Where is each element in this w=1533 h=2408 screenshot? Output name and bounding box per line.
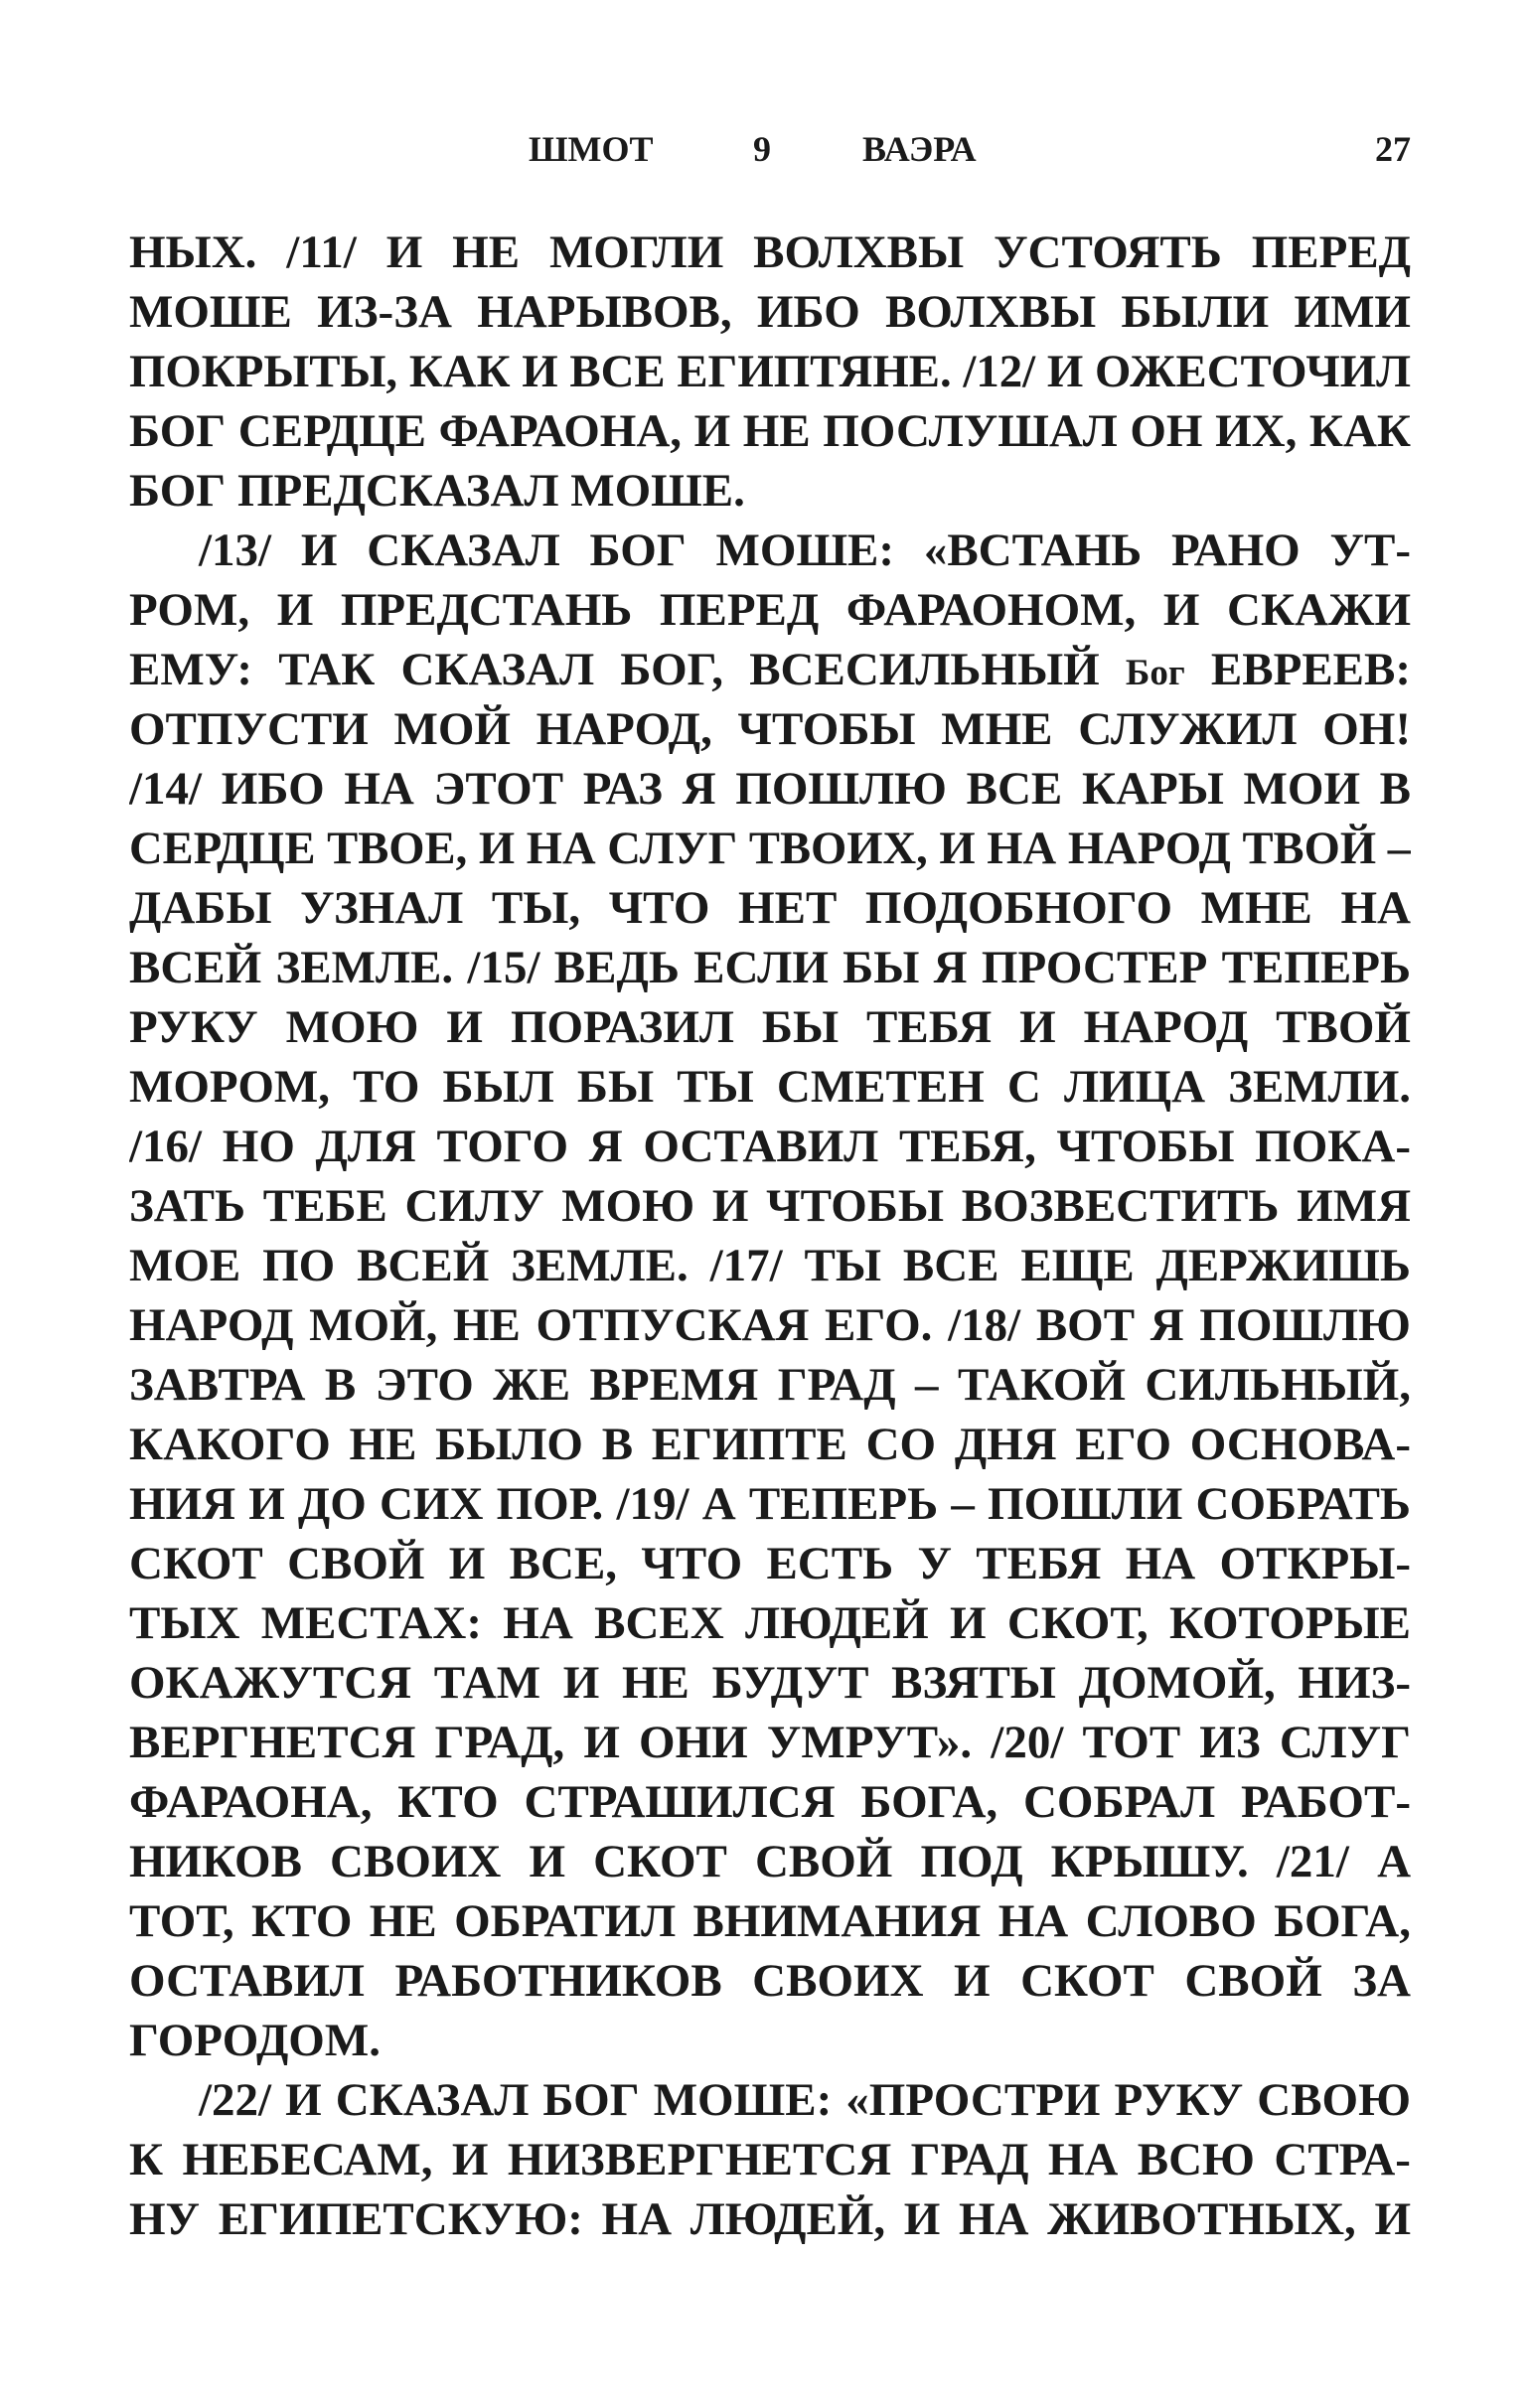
text-line-part: ЕВРЕЕВ:	[1184, 644, 1411, 695]
text-line: ВЕРГНЕТСЯ ГРАД, И ОНИ УМРУТ». /20/ ТОТ ИЗ СЛУГ	[129, 1717, 1411, 1768]
text-line: К НЕБЕСАМ, И НИЗВЕРГНЕТСЯ ГРАД НА ВСЮ СТРА-	[129, 2134, 1411, 2185]
text-line: НУ ЕГИПЕТСКУЮ: НА ЛЮДЕЙ, И НА ЖИВОТНЫХ, И	[129, 2193, 1411, 2245]
text-line: ОКАЖУТСЯ ТАМ И НЕ БУДУТ ВЗЯТЫ ДОМОЙ, НИЗ-	[129, 1657, 1411, 1709]
text-line: ФАРАОНА, КТО СТРАШИЛСЯ БОГА, СОБРАЛ РАБОТ-	[129, 1776, 1411, 1828]
text-line: ТОТ, КТО НЕ ОБРАТИЛ ВНИМАНИЯ НА СЛОВО БОГА,	[129, 1895, 1411, 1947]
running-head-book: ШМОТ	[529, 129, 654, 169]
text-line: НЫХ. /11/ И НЕ МОГЛИ ВОЛХВЫ УСТОЯТЬ ПЕРЕД	[129, 226, 1411, 278]
text-line: НИЯ И ДО СИХ ПОР. /19/ А ТЕПЕРЬ – ПОШЛИ СОБРАТЬ	[129, 1478, 1411, 1530]
text-line: СКОТ СВОЙ И ВСЕ, ЧТО ЕСТЬ У ТЕБЯ НА ОТКРЫ-	[129, 1538, 1411, 1589]
text-line: СЕРДЦЕ ТВОЕ, И НА СЛУГ ТВОИХ, И НА НАРОД ТВОЙ –	[129, 823, 1411, 874]
text-line	[129, 640, 1411, 699]
text-line: ГОРОДОМ.	[129, 2015, 381, 2066]
text-line: МОШЕ ИЗ-ЗА НАРЫВОВ, ИБО ВОЛХВЫ БЫЛИ ИМИ	[129, 286, 1411, 338]
text-line: ЗАВТРА В ЭТО ЖЕ ВРЕМЯ ГРАД – ТАКОЙ СИЛЬНЫЙ,	[129, 1359, 1411, 1411]
body-text	[129, 223, 1411, 2249]
text-line: НАРОД МОЙ, НЕ ОТПУСКАЯ ЕГО. /18/ ВОТ Я ПОШЛЮ	[129, 1299, 1411, 1351]
text-line: ДАБЫ УЗНАЛ ТЫ, ЧТО НЕТ ПОДОБНОГО МНЕ НА	[129, 882, 1411, 934]
running-head	[129, 119, 1411, 179]
text-line: /14/ ИБО НА ЭТОТ РАЗ Я ПОШЛЮ ВСЕ КАРЫ МОИ В	[129, 763, 1411, 815]
text-line: МОРОМ, ТО БЫЛ БЫ ТЫ СМЕТЕН С ЛИЦА ЗЕМЛИ.	[129, 1061, 1411, 1113]
running-head-portion: ВАЭРА	[862, 129, 977, 169]
text-line: ОСТАВИЛ РАБОТНИКОВ СВОИХ И СКОТ СВОЙ ЗА	[129, 1955, 1411, 2007]
page-number: 27	[1375, 129, 1411, 169]
text-line: РОМ, И ПРЕДСТАНЬ ПЕРЕД ФАРАОНОМ, И СКАЖИ	[129, 584, 1411, 636]
text-line: РУКУ МОЮ И ПОРАЗИЛ БЫ ТЕБЯ И НАРОД ТВОЙ	[129, 1001, 1411, 1053]
text-line: /13/ И СКАЗАЛ БОГ МОШЕ: «ВСТАНЬ РАНО УТ-	[199, 525, 1411, 576]
text-line: ЗАТЬ ТЕБЕ СИЛУ МОЮ И ЧТОБЫ ВОЗВЕСТИТЬ ИМЯ	[129, 1180, 1411, 1232]
text-line: БОГ СЕРДЦЕ ФАРАОНА, И НЕ ПОСЛУШАЛ ОН ИХ, КАК	[129, 405, 1411, 457]
book-page	[129, 119, 1411, 2249]
text-line: ОТПУСТИ МОЙ НАРОД, ЧТОБЫ МНЕ СЛУЖИЛ ОН!	[129, 703, 1411, 755]
text-line: /22/ И СКАЗАЛ БОГ МОШЕ: «ПРОСТРИ РУКУ СВОЮ	[199, 2074, 1411, 2126]
text-line: НИКОВ СВОИХ И СКОТ СВОЙ ПОД КРЫШУ. /21/ А	[129, 1836, 1411, 1887]
text-line: МОЕ ПО ВСЕЙ ЗЕМЛЕ. /17/ ТЫ ВСЕ ЕЩЕ ДЕРЖИШЬ	[129, 1240, 1411, 1291]
text-line: ТЫХ МЕСТАХ: НА ВСЕХ ЛЮДЕЙ И СКОТ, КОТОРЫЕ	[129, 1597, 1411, 1649]
small-caps-word: Бог	[1125, 653, 1185, 693]
text-line: ВСЕЙ ЗЕМЛЕ. /15/ ВЕДЬ ЕСЛИ БЫ Я ПРОСТЕР ТЕПЕРЬ	[129, 942, 1411, 993]
text-line-part: ЕМУ: ТАК СКАЗАЛ БОГ, ВСЕСИЛЬНЫЙ	[129, 644, 1126, 695]
running-head-chapter: 9	[753, 129, 771, 169]
text-line: БОГ ПРЕДСКАЗАЛ МОШЕ.	[129, 465, 745, 517]
text-line: /16/ НО ДЛЯ ТОГО Я ОСТАВИЛ ТЕБЯ, ЧТОБЫ ПОКА-	[129, 1121, 1411, 1172]
text-line: ПОКРЫТЫ, КАК И ВСЕ ЕГИПТЯНЕ. /12/ И ОЖЕСТОЧИЛ	[129, 346, 1411, 397]
text-line: КАКОГО НЕ БЫЛО В ЕГИПТЕ СО ДНЯ ЕГО ОСНОВА-	[129, 1419, 1411, 1470]
